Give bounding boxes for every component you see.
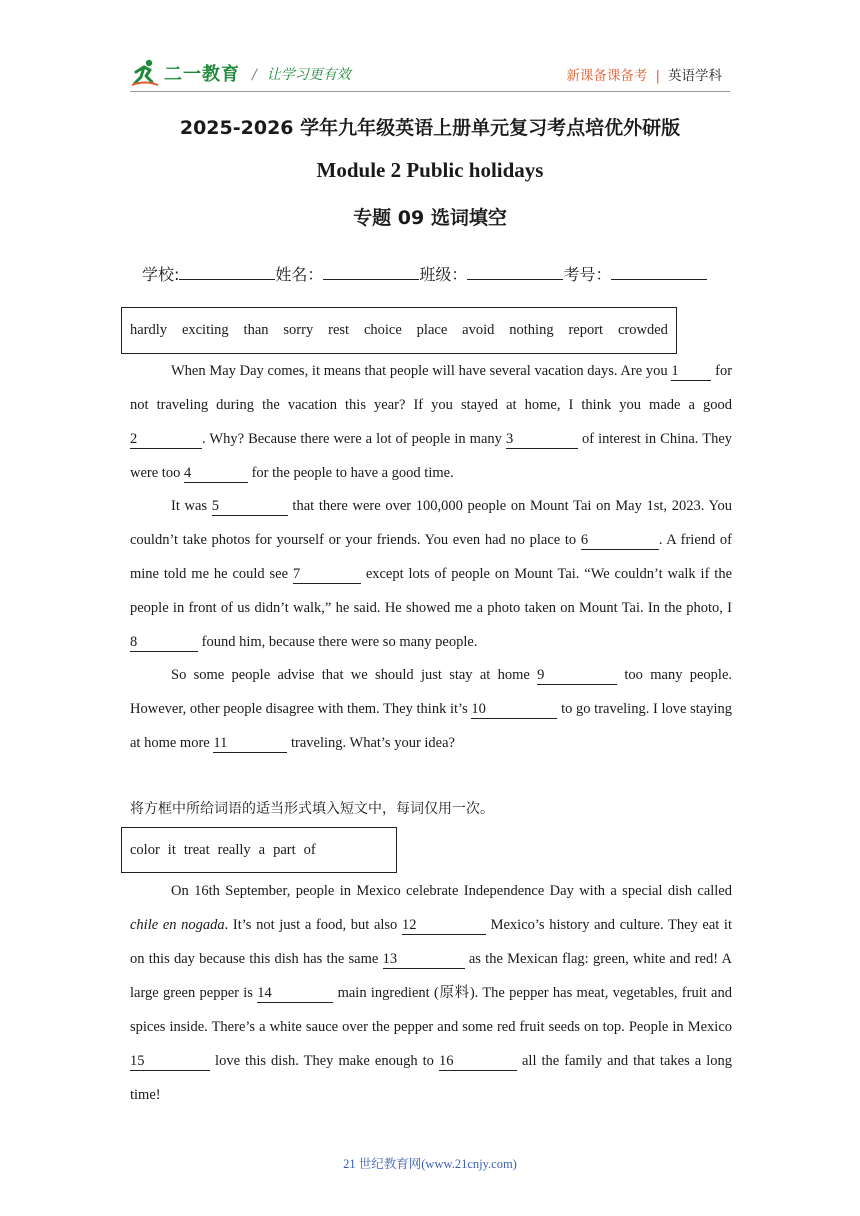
- module-title: Module 2 Public holidays: [316, 158, 544, 182]
- text: When May Day comes, it means that people will have several vacation days. Are you: [171, 363, 668, 379]
- student-info: [142, 262, 707, 285]
- word-item: nothing: [509, 322, 554, 338]
- word-bank-1: [121, 307, 677, 354]
- text: for not traveling during the vacation this year? If you stayed at home, I think you made a good: [130, 363, 733, 413]
- blank-14[interactable]: 14: [257, 984, 333, 1003]
- word-item: it: [167, 841, 176, 858]
- instruction-text: 将方框中所给词语的适当形式填入短文中，每词仅用一次。: [130, 801, 494, 817]
- runner-logo-icon: [130, 58, 160, 88]
- school-blank: [179, 263, 275, 280]
- blank-4[interactable]: 4: [184, 464, 248, 483]
- text: love this dish. They make enough to: [215, 1053, 434, 1069]
- word-item: choice: [363, 322, 402, 338]
- logo-text: 二一教育: [164, 64, 240, 85]
- text: It was: [171, 498, 208, 514]
- text: On 16th September, people in Mexico celebrate Independence Day with a special dish called: [171, 883, 732, 899]
- header-rule: [130, 91, 730, 92]
- text: traveling. What’s your idea?: [290, 735, 455, 751]
- blank-1[interactable]: 1: [671, 362, 711, 381]
- passage1-paragraph2: [130, 489, 732, 659]
- word-bank-2: [121, 827, 397, 873]
- word-item: of: [303, 841, 316, 858]
- word-item: sorry: [283, 322, 314, 338]
- school-label: 学校:: [142, 265, 180, 284]
- word-item: treat: [183, 841, 210, 858]
- slogan: [252, 64, 351, 84]
- text: . Why? Because there were a lot of people in many: [202, 431, 502, 447]
- blank-7[interactable]: 7: [293, 565, 361, 584]
- header-right: [566, 64, 722, 84]
- number-blank: [611, 263, 707, 280]
- word-item: avoid: [462, 322, 495, 338]
- word-item: really: [217, 841, 251, 858]
- word-item: place: [416, 322, 448, 338]
- text: . It’s not just a food, but also: [224, 917, 398, 933]
- blank-13[interactable]: 13: [383, 950, 465, 969]
- word-item: a: [258, 841, 266, 858]
- blank-6[interactable]: 6: [581, 531, 659, 550]
- text: found him, because there were so many people.: [201, 634, 478, 650]
- dish-name: chile en nogada: [130, 917, 225, 933]
- topic-title: 专题 09 选词填空: [353, 207, 507, 229]
- word-item: rest: [328, 322, 350, 338]
- class-blank: [467, 263, 563, 280]
- name-blank: [323, 263, 419, 280]
- text: too many people. However, other people disagree with them. They think it’s: [130, 667, 733, 717]
- word-item: than: [243, 322, 269, 338]
- name-label: 姓名：: [275, 265, 324, 284]
- passage1-paragraph1: [130, 354, 732, 490]
- page-footer[interactable]: 21 世纪教育网(www.21cnjy.com): [343, 1157, 517, 1171]
- header-tag: 新课备课备考: [566, 68, 648, 84]
- word-item: crowded: [617, 322, 668, 338]
- text: as the Mexican flag: green, white and red! A large green pepper is: [130, 951, 733, 1001]
- text: all the family and that takes a long time!: [130, 1053, 733, 1103]
- text: that there were over 100,000 people on Mount Tai on May 1st, 2023. You couldn’t take photos for yourself or your friends. You even had no place to: [130, 498, 732, 548]
- header-separator: |: [655, 68, 660, 84]
- page-header: [130, 52, 730, 92]
- text: So some people advise that we should just stay at home: [171, 667, 530, 683]
- header-subject: 英语学科: [668, 68, 722, 84]
- blank-15[interactable]: 15: [130, 1052, 210, 1071]
- class-label: 班级：: [419, 265, 468, 284]
- blank-2[interactable]: 2: [130, 430, 202, 449]
- text: to go traveling. I love staying at home more: [130, 701, 733, 751]
- blank-9[interactable]: 9: [537, 666, 617, 685]
- text: for the people to have a good time.: [251, 465, 454, 481]
- slogan-text: 让学习更有效: [266, 67, 351, 83]
- word-item: color: [130, 841, 160, 858]
- blank-12[interactable]: 12: [402, 916, 486, 935]
- blank-16[interactable]: 16: [439, 1052, 517, 1071]
- slash-divider: /: [252, 67, 257, 83]
- word-item: hardly: [130, 322, 168, 338]
- blank-5[interactable]: 5: [212, 497, 288, 516]
- word-item: part: [273, 841, 296, 858]
- text: main ingredient (原料). The pepper has meat, vegetables, fruit and spices inside. There’s a white sauce over the pepper and some red fruit seeds on top. People in Mexico: [130, 985, 732, 1035]
- passage2-paragraph: [130, 874, 732, 1112]
- logo: [130, 56, 240, 90]
- word-item: report: [568, 322, 604, 338]
- text: Mexico’s history and culture. They eat it on this day because this dish has the same: [130, 917, 732, 967]
- text: of interest in China. They were too: [130, 431, 732, 481]
- blank-10[interactable]: 10: [471, 700, 557, 719]
- blank-11[interactable]: 11: [213, 734, 287, 753]
- text: . A friend of mine told me he could see: [130, 532, 733, 582]
- blank-3[interactable]: 3: [506, 430, 578, 449]
- number-label: 考号：: [563, 265, 612, 284]
- text: except lots of people on Mount Tai. “We couldn’t walk if the people in front of us didn’t walk,” he said. He showed me a photo taken on Mount Tai. In the photo, I: [130, 566, 732, 616]
- passage1-paragraph3: [130, 658, 732, 760]
- doc-title: 2025-2026 学年九年级英语上册单元复习考点培优外研版: [179, 117, 681, 139]
- blank-8[interactable]: 8: [130, 633, 198, 652]
- word-item: exciting: [181, 322, 229, 338]
